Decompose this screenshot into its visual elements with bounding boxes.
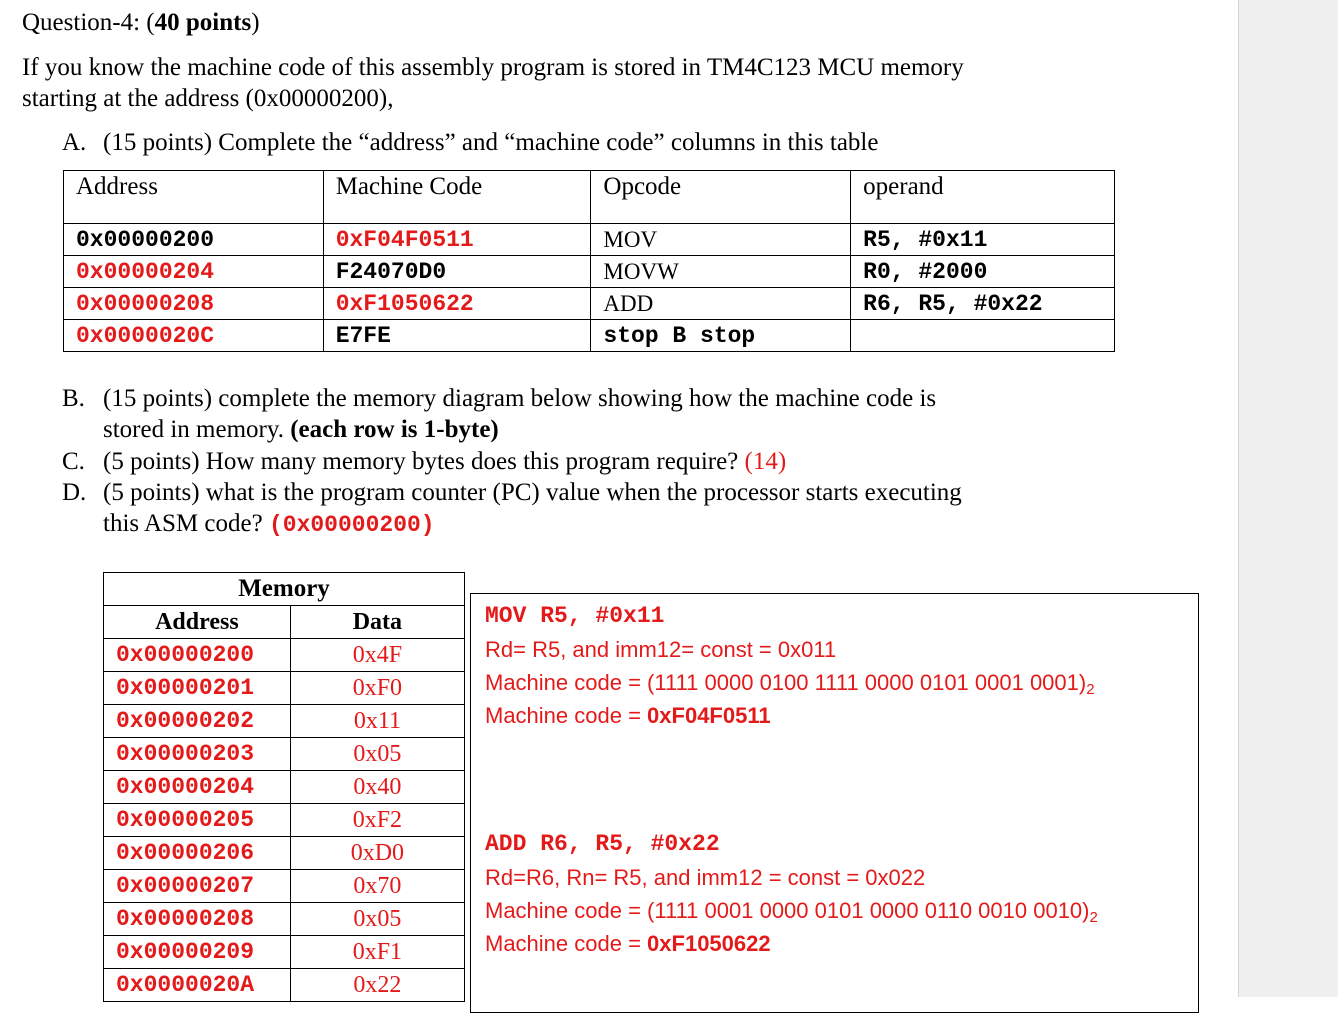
part-c-letter: C. <box>62 448 85 475</box>
mov-line1: Rd= R5, and imm12= const = 0x011 <box>485 637 837 662</box>
row-opcode: MOVW <box>591 256 851 288</box>
table-row <box>104 705 465 738</box>
row-opcode: MOV <box>591 224 851 256</box>
table-row <box>104 870 465 903</box>
part-d-answer: (0x00000200) <box>268 512 435 538</box>
row-operand: R0, #2000 <box>851 256 1115 288</box>
header-operand: operand <box>851 171 1115 224</box>
row-address: 0x00000208 <box>64 288 324 320</box>
memory-address: 0x00000204 <box>104 771 291 804</box>
question-intro-line1: If you know the machine code of this assembly program is stored in TM4C123 MCU memory <box>22 54 964 81</box>
table-row <box>64 224 1115 256</box>
memory-data: 0x11 <box>290 705 464 738</box>
row-opcode: stop B stop <box>591 320 851 352</box>
memory-data: 0xD0 <box>290 837 464 870</box>
memory-address: 0x00000200 <box>104 639 291 672</box>
memory-data: 0x40 <box>290 771 464 804</box>
memory-address: 0x00000205 <box>104 804 291 837</box>
table-row <box>104 903 465 936</box>
mov-line3: Machine code = 0xF04F0511 <box>485 703 771 728</box>
part-d-text-line1: (5 points) what is the program counter (PC) value when the processor starts executing <box>103 479 962 506</box>
part-b-letter: B. <box>62 385 85 412</box>
memory-data: 0x4F <box>290 639 464 672</box>
table-row <box>64 288 1115 320</box>
part-c-text: (5 points) How many memory bytes does this program require? (14) <box>103 448 787 475</box>
memory-address: 0x0000020A <box>104 969 291 1002</box>
question-intro-line2: starting at the address (0x00000200), <box>22 85 394 112</box>
part-b-text-line2: stored in memory. (each row is 1-byte) <box>103 416 499 443</box>
code-table-header <box>64 171 1115 224</box>
row-address: 0x00000200 <box>64 224 324 256</box>
row-machine-code: E7FE <box>323 320 591 352</box>
mov-instruction: MOV R5, #0x11 <box>485 603 665 629</box>
memory-data: 0x22 <box>290 969 464 1002</box>
row-machine-code: 0xF04F0511 <box>323 224 591 256</box>
row-address: 0x00000204 <box>64 256 324 288</box>
memory-address: 0x00000209 <box>104 936 291 969</box>
mov-line2: Machine code = (1111 0000 0100 1111 0000 0101 0001 $0001)_2$ <box>485 670 1095 698</box>
header-opcode: Opcode <box>591 171 851 224</box>
header-address: Address <box>64 171 324 224</box>
row-machine-code: F24070D0 <box>323 256 591 288</box>
memory-data: 0xF2 <box>290 804 464 837</box>
question-title: Question-4: (40 points) <box>22 9 260 36</box>
right-margin-panel <box>1238 0 1338 997</box>
memory-data: 0x05 <box>290 903 464 936</box>
table-row <box>104 639 465 672</box>
memory-address: 0x00000207 <box>104 870 291 903</box>
row-opcode: ADD <box>591 288 851 320</box>
memory-data: 0x05 <box>290 738 464 771</box>
memory-address: 0x00000206 <box>104 837 291 870</box>
add-line1: Rd=R6, Rn= R5, and imm12 = const = 0x022 <box>485 865 926 890</box>
header-machine-code: Machine Code <box>323 171 591 224</box>
row-operand: R6, R5, #0x22 <box>851 288 1115 320</box>
table-row <box>104 837 465 870</box>
memory-data: 0x70 <box>290 870 464 903</box>
memory-address: 0x00000208 <box>104 903 291 936</box>
memory-table-title: Memory <box>104 573 465 606</box>
table-row <box>64 320 1115 352</box>
memory-address: 0x00000203 <box>104 738 291 771</box>
part-d-letter: D. <box>62 479 87 506</box>
add-line3: Machine code = 0xF1050622 <box>485 931 771 956</box>
memory-header-data: Data <box>290 606 464 639</box>
memory-data: 0xF1 <box>290 936 464 969</box>
row-operand <box>851 320 1115 352</box>
table-row <box>104 804 465 837</box>
table-row <box>104 771 465 804</box>
row-operand: R5, #0x11 <box>851 224 1115 256</box>
table-row <box>104 936 465 969</box>
memory-address: 0x00000201 <box>104 672 291 705</box>
table-row <box>104 672 465 705</box>
add-instruction: ADD R6, R5, #0x22 <box>485 831 720 857</box>
row-machine-code: 0xF1050622 <box>323 288 591 320</box>
explanation-box <box>470 593 1199 1013</box>
part-a-text: (15 points) Complete the “address” and “machine code” columns in this table <box>103 129 879 156</box>
code-table <box>63 170 1115 352</box>
part-d-text-line2: this ASM code? (0x00000200) <box>103 510 435 538</box>
memory-data: 0xF0 <box>290 672 464 705</box>
add-line2: Machine code = (1111 0001 0000 0101 0000 0110 0010 $0010)_2$ <box>485 898 1098 926</box>
table-row <box>104 738 465 771</box>
memory-address: 0x00000202 <box>104 705 291 738</box>
part-b-text-line1: (15 points) complete the memory diagram below showing how the machine code is <box>103 385 937 412</box>
memory-table <box>103 572 465 1002</box>
memory-header-address: Address <box>104 606 291 639</box>
part-a-letter: A. <box>62 129 87 156</box>
part-c-answer: (14) <box>744 448 787 475</box>
table-row <box>64 256 1115 288</box>
row-address: 0x0000020C <box>64 320 324 352</box>
